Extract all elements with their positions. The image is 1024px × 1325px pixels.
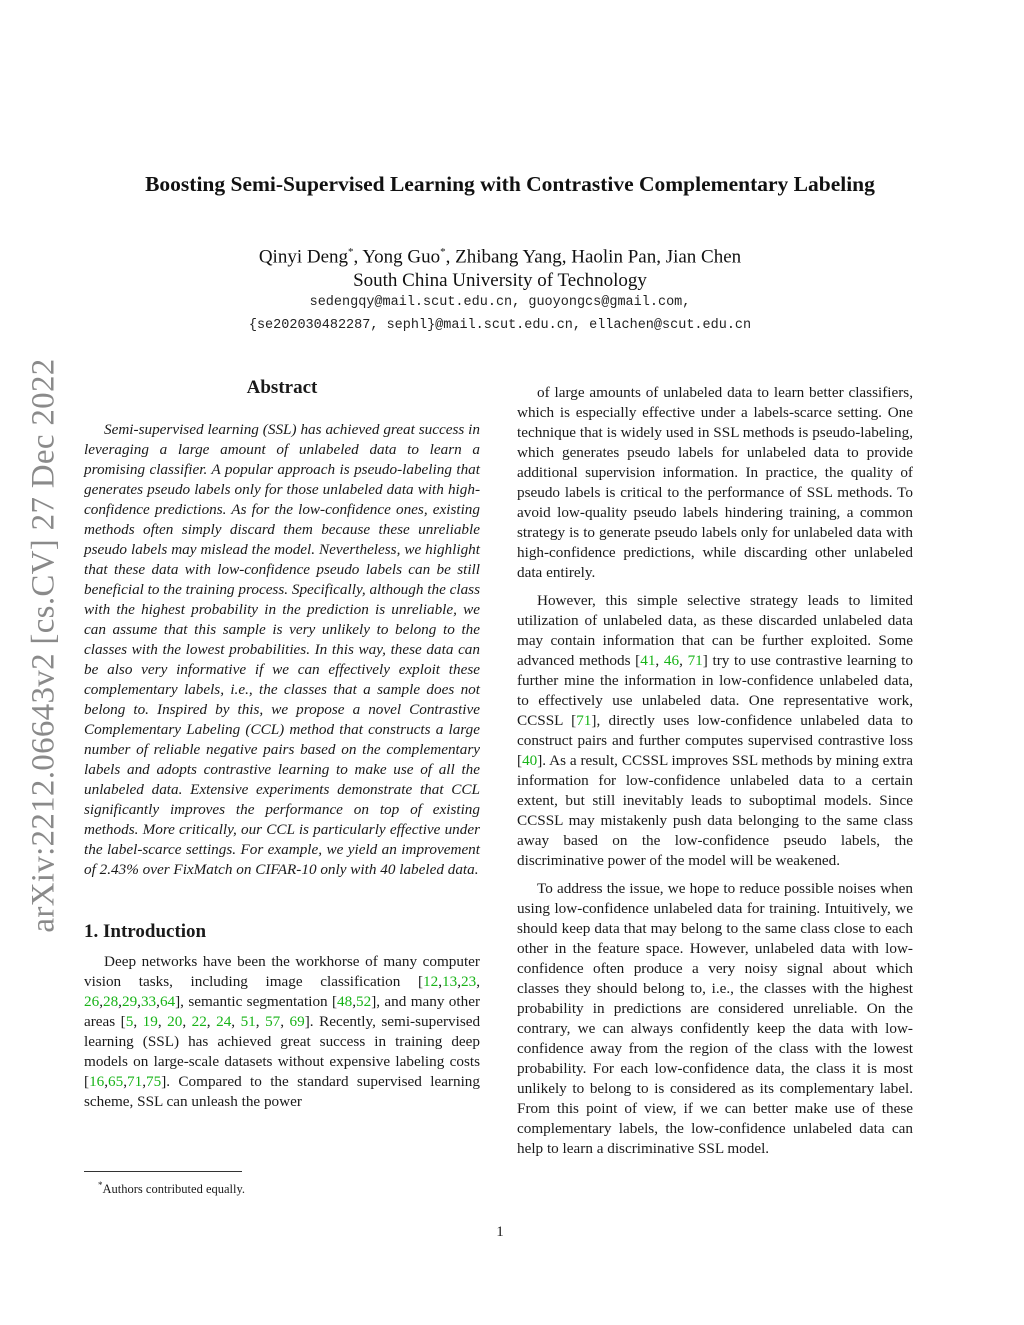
footnote-text: Authors contributed equally. (102, 1182, 246, 1197)
citation-link[interactable]: 5 (125, 1013, 134, 1030)
author-name: Jian Chen (665, 246, 742, 268)
paragraph-text: , (352, 993, 357, 1010)
author-name: Qinyi Deng (258, 246, 349, 268)
paragraph-text: ], directly uses low-confidence unlabeled data to construct pairs and further computes supervised contrastive loss [ (517, 712, 913, 769)
footnote-mark: * (98, 1180, 103, 1190)
citation-link[interactable]: 23 (461, 973, 477, 990)
author-mark: * (348, 246, 354, 258)
citation-link[interactable]: 41 (640, 652, 656, 669)
citation-link[interactable]: 19 (142, 1013, 158, 1030)
author-block (150, 240, 850, 293)
author-mark: * (440, 246, 446, 258)
body-paragraph (517, 879, 913, 1159)
author-name: Zhibang Yang (455, 246, 562, 268)
introduction-body (84, 952, 480, 1112)
paragraph-text: , (118, 993, 122, 1010)
citation-link[interactable]: 24 (216, 1013, 232, 1030)
paragraph-text: , (156, 993, 160, 1010)
paragraph-text: ]. As a result, CCSSL improves SSL methods by mining extra information for low-confidence unlabeled data to a certain extent, but still inevitably leads to suboptimal models. Since CCSSL may mistakenly push data belonging to the same class away based on the low-confidence pseudo labels, the discriminative power of the model will be weakened. (517, 752, 913, 869)
citation-link[interactable]: 33 (140, 993, 157, 1010)
citation-link[interactable]: 29 (121, 993, 138, 1010)
paragraph-text: of large amounts of unlabeled data to learn better classifiers, which is especially effective under a labels-scarce setting. One technique that is widely used in SSL methods is pseudo-labeling, which generates pseudo labels for unlabeled data to provide additional supervision information. In practice, the quality of pseudo labels is critical to the performance of SSL methods. To avoid low-quality pseudo labels hindering training, a common strategy is to generate pseudo labels only for unlabeled data with high-confidence predictions, while discarding other unlabeled data entirely. (517, 384, 913, 581)
paragraph-text: , (280, 1013, 290, 1030)
paragraph-text: , (457, 973, 462, 990)
paragraph-text: ], and many other areas [ (84, 993, 480, 1030)
author-name: Yong Guo (362, 246, 441, 268)
body-paragraph (517, 383, 913, 583)
citation-link[interactable]: 12 (423, 973, 439, 990)
email-line: sedengqy@mail.scut.edu.cn, guoyongcs@gmail.com, (309, 295, 691, 310)
citation-link[interactable]: 48 (337, 993, 353, 1010)
paragraph-text: , (99, 993, 103, 1010)
citation-link[interactable]: 13 (442, 973, 458, 990)
page-number: 1 (496, 1224, 504, 1240)
citation-link[interactable]: 71 (576, 712, 592, 729)
paragraph-text: ]. Compared to the standard supervised learning scheme, SSL can unleash the power (84, 1073, 480, 1110)
body-paragraph (84, 952, 480, 1112)
citation-link[interactable]: 57 (265, 1013, 281, 1030)
author-name: Haolin Pan (571, 246, 657, 268)
citation-link[interactable]: 22 (191, 1013, 207, 1030)
arxiv-id: arXiv:2212.06643v2 [cs.CV] 27 Dec 2022 (25, 357, 62, 933)
paragraph-text: , (255, 1013, 266, 1030)
paragraph-text: , (137, 993, 141, 1010)
left-column (84, 378, 480, 1112)
citation-link[interactable]: 26 (84, 993, 100, 1010)
paragraph-text: To address the issue, we hope to reduce possible noises when using low-confidence unlabeled data for training. Intuitively, we should keep data that may belong to the same class close to each other in the feature space. However, unlabeled data with low-confidence often produce a very noisy signal about which classes they should belong to, i.e., the classes with the highest probability in predictions are considered unreliable. On the contrary, we can always confidently keep the data with low-confidence away from the region of the class with the lowest probability. For each low-confidence data, the class it is most unlikely to belong to is considered as its complementary label. From this point of view, if we can better make use of these complementary labels, the low-confidence unlabeled data can help to learn a discriminative SSL model. (517, 880, 913, 1157)
paragraph-text: , (206, 1013, 217, 1030)
paragraph-text: ] try to use contrastive learning to further mine the information in low-confidence unlabeled data, to effectively use unlabeled data. One representative work, CCSSL [ (517, 652, 914, 729)
paragraph-text: , (142, 1073, 147, 1090)
citation-link[interactable]: 71 (687, 652, 703, 669)
body-paragraph (517, 591, 913, 871)
paragraph-text: Deep networks have been the workhorse of many computer vision tasks, including image classification [ (84, 953, 480, 990)
paragraph-text: , (182, 1013, 192, 1030)
paragraph-text: , (104, 1073, 109, 1090)
email-block (150, 291, 850, 337)
paragraph-text: , (133, 1013, 143, 1030)
paragraph-text: , (231, 1013, 241, 1030)
paragraph-text: ], semantic segmentation [ (175, 993, 338, 1010)
paragraph-text: , (476, 973, 480, 990)
citation-link[interactable]: 28 (102, 993, 119, 1010)
citation-link[interactable]: 69 (289, 1013, 305, 1030)
paragraph-text: , (655, 652, 664, 669)
footnote-rule (84, 1171, 242, 1172)
citation-link[interactable]: 20 (167, 1013, 183, 1030)
paragraph-text: , (123, 1073, 128, 1090)
arxiv-stamp (20, 350, 68, 940)
right-column (517, 383, 913, 1159)
citation-link[interactable]: 65 (108, 1073, 124, 1090)
citation-link[interactable]: 75 (146, 1073, 162, 1090)
paragraph-text: However, this simple selective strategy leads to limited utilization of unlabeled data, as these discarded unlabeled data may contain information that can be further exploited. Some advanced methods [ (517, 592, 913, 669)
citation-link[interactable]: 46 (663, 652, 680, 669)
footnote (84, 1177, 480, 1197)
paper-title: Boosting Semi-Supervised Learning with Contrastive Complementary Labeling (145, 172, 875, 196)
citation-link[interactable]: 16 (89, 1073, 105, 1090)
paragraph-text: ]. Recently, semi-supervised learning (SSL) has achieved great success in training deep models on large-scale datasets without expensive labeling costs [ (84, 1013, 481, 1090)
citation-link[interactable]: 64 (159, 993, 176, 1010)
citation-link[interactable]: 40 (522, 752, 538, 769)
citation-link[interactable]: 52 (356, 993, 372, 1010)
paragraph-text: , (438, 973, 443, 990)
section-heading-introduction: 1. Introduction (84, 921, 207, 942)
email-line: {se202030482287, sephl}@mail.scut.edu.cn, ellachen@scut.edu.cn (248, 318, 752, 333)
abstract-text: Semi-supervised learning (SSL) has achieved great success in leveraging a large amount of unlabeled data to learn a promising classifier. A popular approach is pseudo-labeling that generates pseudo labels only for those unlabeled data with high-confidence predictions. As for the low-confidence ones, existing methods often simply discard them because these unreliable pseudo labels may mislead the model. Nevertheless, we highlight that these data with low-confidence pseudo labels can be still beneficial to the training process. Specifically, although the class with the highest probability in the prediction is unreliable, we can assume that this sample is very unlikely to belong to the classes with the lowest probabilities. In this way, these data can be also very informative if we can effectively exploit these complementary labels, i.e., the classes that a sample does not belong to. Inspired by this, we propose a novel Contrastive Complementary Labeling (CCL) method that constructs a large number of reliable negative pairs based on the complementary labels and adopts contrastive learning to make use of all the unlabeled data. Extensive experiments demonstrate that CCL significantly improves the performance on top of existing methods. More critically, our CCL is particularly effective under the label-scarce settings. For example, we yield an improvement of 2.43% over FixMatch on CIFAR-10 only with 40 labeled data. (84, 421, 480, 878)
citation-link[interactable]: 71 (127, 1073, 143, 1090)
affiliation: South China University of Technology (353, 270, 647, 292)
author-list: Qinyi Deng*, Yong Guo*, Zhibang Yang, Haolin Pan, Jian Chen (258, 246, 742, 268)
paragraph-text: , (157, 1013, 168, 1030)
citation-link[interactable]: 51 (240, 1013, 256, 1030)
paragraph-text: , (679, 652, 688, 669)
abstract-heading: Abstract (246, 377, 318, 398)
